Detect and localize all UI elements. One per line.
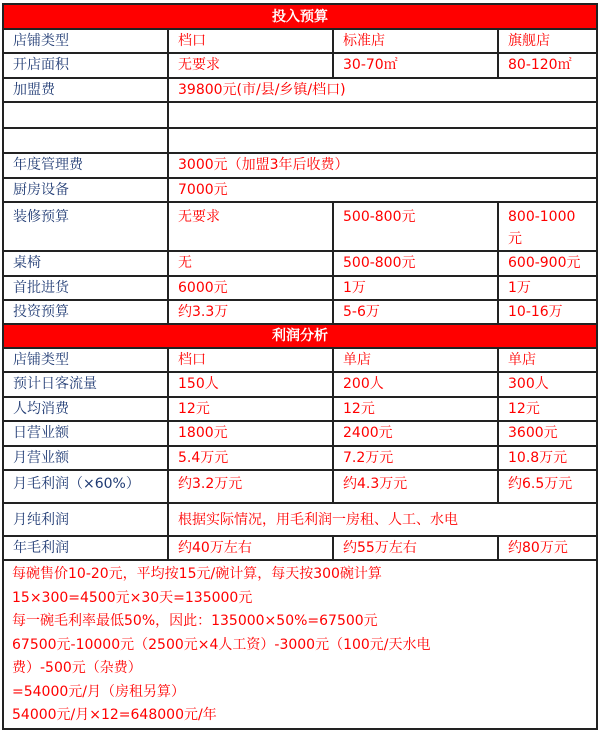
note-line: =54000元/月（房租另算） [12,683,185,700]
cell-single-b: 10.8万元 [498,446,597,470]
table-row-area [3,53,597,78]
investment-title: 投入预算 [3,4,597,29]
cell-single-b: 12元 [498,397,597,421]
cell-stall: 约3.2万元 [168,470,333,503]
franchise-budget-table [2,3,598,730]
row-label: 预计日客流量 [3,372,168,397]
table-row-annual-management-fee [3,153,597,178]
cell-single-a: 2400元 [333,421,498,446]
row-label: 人均消费 [3,397,168,421]
table-row-daily-traffic [3,372,597,397]
section-header-profit [3,324,597,348]
table-row-shop-type [3,29,597,53]
row-label: 装修预算 [3,202,168,251]
table-row-shop-type [3,348,597,372]
table-row-monthly-gross-profit [3,470,597,503]
row-label: 店铺类型 [3,348,168,372]
cell-stall: 6000元 [168,276,333,300]
cell-standard: 30-70㎡ [333,53,498,78]
section-header-investment [3,4,597,29]
cell-single-a: 约4.3万元 [333,470,498,503]
cell-stall: 约40万左右 [168,536,333,560]
note-line: 54000元/月×12=648000元/年 [12,707,217,723]
cell-stall: 无要求 [168,202,333,251]
cell-stall: 档口 [168,348,333,372]
row-label: 年毛利润 [3,536,168,560]
row-label: 店铺类型 [3,29,168,53]
cell-single-b: 约80万元 [498,536,597,560]
table-row-empty [3,102,597,128]
note-line: 每一碗毛利率最低50%，因此：135000×50%=67500元 [12,613,378,629]
table-row-monthly-revenue [3,446,597,470]
row-label [3,128,168,153]
table-row-renovation-budget [3,202,597,251]
cell-standard: 500-800元 [333,202,498,251]
cell-span-value: 39800元(市/县/乡镇/档口) [168,78,597,102]
cell-flagship: 旗舰店 [498,29,597,53]
row-label: 月纯利润 [3,503,168,536]
row-label: 开店面积 [3,53,168,78]
note-line: 67500元-10000元（2500元×4人工资）-3000元（100元/天水电费）-500元（杂费） [12,636,431,676]
cell-standard: 5-6万 [333,300,498,324]
cell-single-a: 200人 [333,372,498,397]
cell-stall: 1800元 [168,421,333,446]
table-row-investment-budget [3,300,597,324]
cell-stall: 档口 [168,29,333,53]
cell-flagship: 600-900元 [498,251,597,276]
row-label: 月营业额 [3,446,168,470]
table-row-franchise-fee [3,78,597,102]
note-line: 每碗售价10-20元，平均按15元/碗计算，每天按300碗计算 [12,566,382,582]
table-row-furniture [3,251,597,276]
row-label: 月毛利润（×60%） [3,470,168,503]
cell-single-b: 300人 [498,372,597,397]
cell-single-a: 12元 [333,397,498,421]
row-label: 年度管理费 [3,153,168,178]
cell-standard: 1万 [333,276,498,300]
calculation-notes [3,560,597,729]
table-row-kitchen-equipment [3,178,597,202]
table-row-notes [3,560,597,729]
cell-single-b: 单店 [498,348,597,372]
table-row-per-capita-spend [3,397,597,421]
cell-single-b: 约6.5万元 [498,470,597,503]
cell-flagship: 80-120㎡ [498,53,597,78]
table-row-initial-stock [3,276,597,300]
row-label [3,102,168,128]
table-row-annual-gross-profit [3,536,597,560]
table-row-daily-revenue [3,421,597,446]
cell-standard: 标准店 [333,29,498,53]
cell-span-value: 根据实际情况，用毛利润一房租、人工、水电 [168,503,597,536]
cell-flagship: 1万 [498,276,597,300]
table-row-monthly-net-profit [3,503,597,536]
cell-span-value [168,128,597,153]
cell-stall: 12元 [168,397,333,421]
cell-flagship: 800-1000元 [498,202,597,251]
cell-single-a: 单店 [333,348,498,372]
cell-span-value [168,102,597,128]
cell-standard: 500-800元 [333,251,498,276]
row-label: 厨房设备 [3,178,168,202]
cell-stall: 5.4万元 [168,446,333,470]
cell-stall: 无要求 [168,53,333,78]
cell-stall: 约3.3万 [168,300,333,324]
note-line: 15×300=4500元×30天=135000元 [12,589,253,606]
row-label: 桌椅 [3,251,168,276]
cell-single-b: 3600元 [498,421,597,446]
row-label: 加盟费 [3,78,168,102]
row-label: 投资预算 [3,300,168,324]
cell-flagship: 10-16万 [498,300,597,324]
row-label: 首批进货 [3,276,168,300]
row-label: 日营业额 [3,421,168,446]
cell-stall: 无 [168,251,333,276]
profit-title: 利润分析 [3,324,597,348]
cell-span-value: 7000元 [168,178,597,202]
cell-single-a: 约55万左右 [333,536,498,560]
table-row-empty [3,128,597,153]
cell-stall: 150人 [168,372,333,397]
cell-span-value: 3000元（加盟3年后收费） [168,153,597,178]
cell-single-a: 7.2万元 [333,446,498,470]
